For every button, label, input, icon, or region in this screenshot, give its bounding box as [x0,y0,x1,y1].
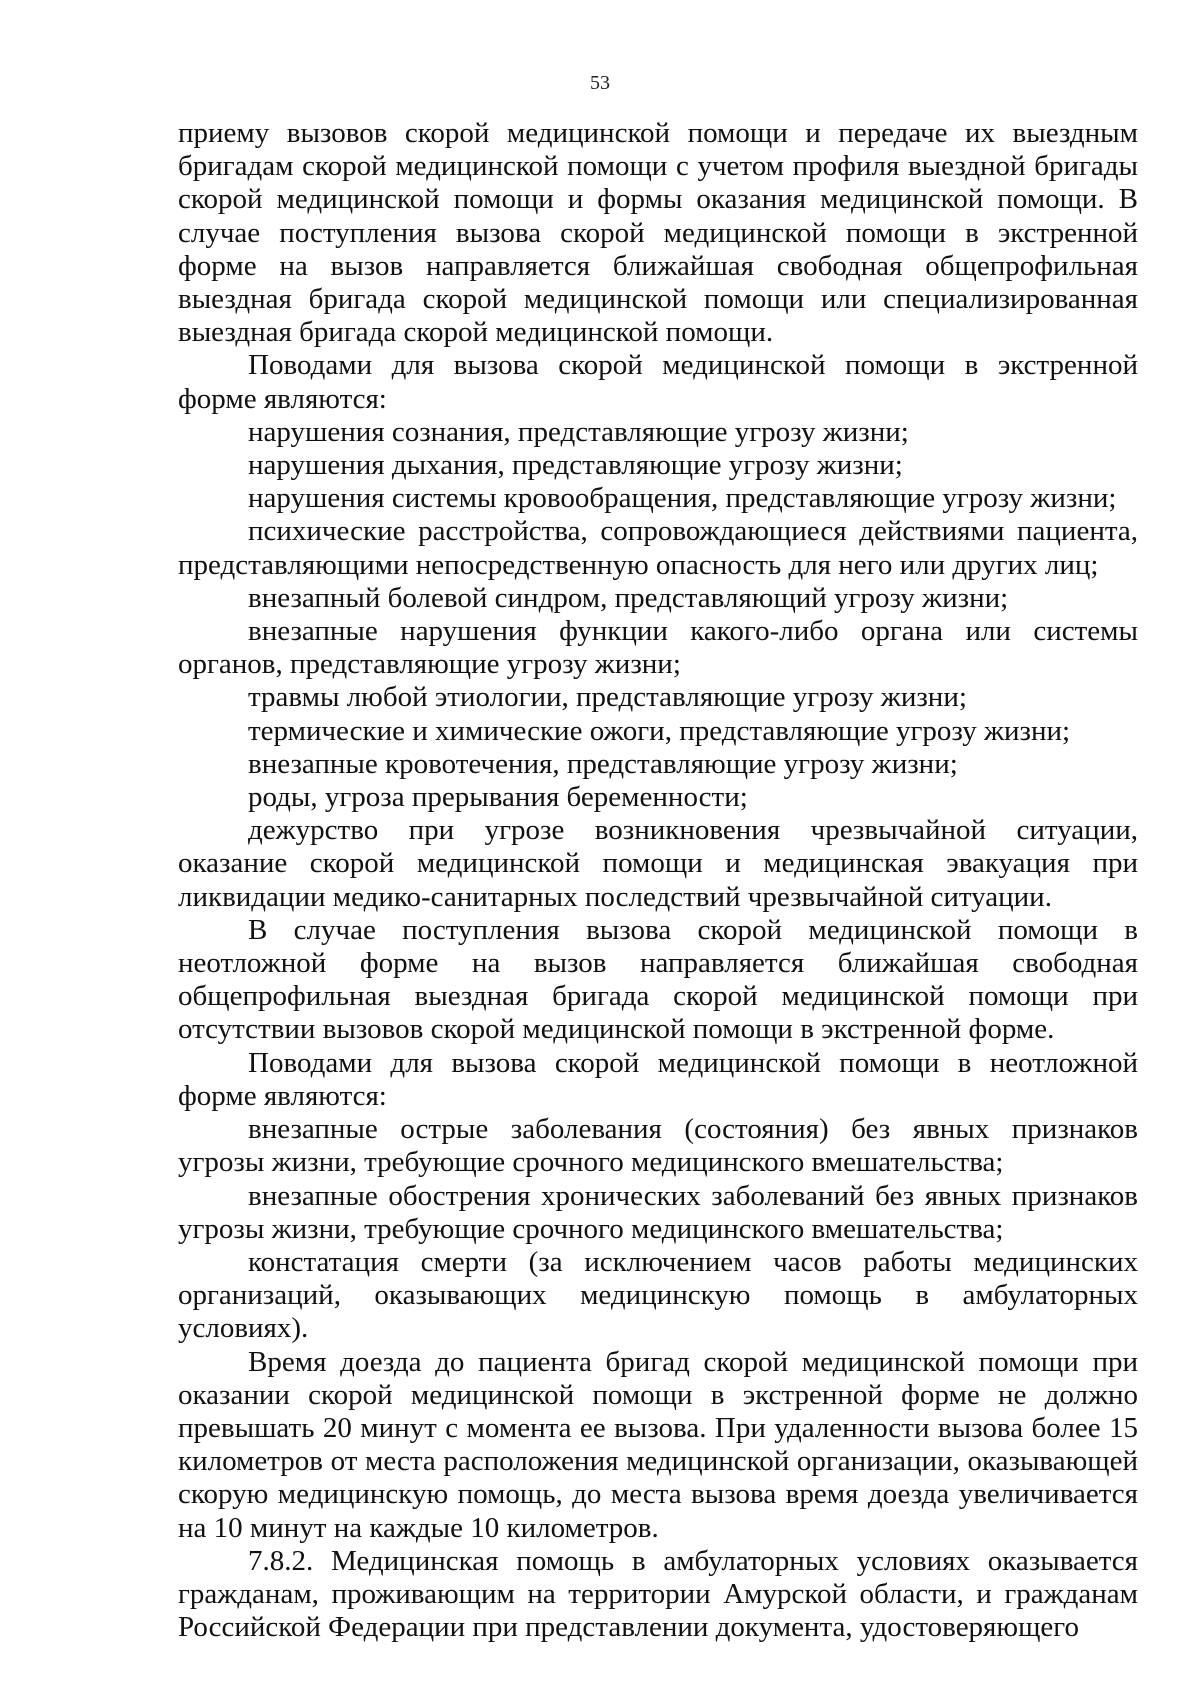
paragraph: нарушения дыхания, представляющие угрозу жизни; [248,449,903,482]
paragraph: травмы любой этиологии, представляющие угрозу жизни; [248,681,967,714]
paragraph: нарушения сознания, представляющие угрозу жизни; [248,415,909,448]
paragraph: психические расстройства, сопровождающиеся действиями пациента, представляющими непосредственную опасность для него или других лиц; [178,515,1138,581]
paragraph: приему вызовов скорой медицинской помощи и передаче их выездным бригадам скорой медицинской помощи с учетом профиля выездной бригады скорой медицинской помощи и формы оказания медицинской помощи. В случае поступления вызова скорой медицинской помощи в экстренной форме на вызов направляется ближайшая свободная общепрофильная выездная бригада скорой медицинской помощи или специализированная выездная бригада скорой медицинской помощи. [178,117,1138,349]
paragraph: констатация смерти (за исключением часов работы медицинских организаций, оказывающих медицинскую помощь в амбулаторных условиях). [178,1245,1138,1345]
paragraph: внезапный болевой синдром, представляющий угрозу жизни; [248,581,1009,614]
paragraph: внезапные кровотечения, представляющие угрозу жизни; [248,747,958,780]
document-body [178,117,1138,1644]
paragraph: роды, угроза прерывания беременности; [248,781,748,814]
page-number: 53 [590,72,610,94]
paragraph: дежурство при угрозе возникновения чрезвычайной ситуации, оказание скорой медицинской помощи и медицинская эвакуация при ликвидации медико-санитарных последствий чрезвычайной ситуации. [178,814,1138,913]
paragraph: 7.8.2. Медицинская помощь в амбулаторных условиях оказывается гражданам, проживающим на территории Амурской области, и гражданам Российской Федерации при представлении документа, удостоверяющего [178,1544,1138,1644]
paragraph: внезапные острые заболевания (состояния) без явных признаков угрозы жизни, требующие срочного медицинского вмешательства; [178,1113,1138,1179]
paragraph: Поводами для вызова скорой медицинской помощи в неотложной форме являются: [178,1046,1138,1112]
paragraph: Время доезда до пациента бригад скорой медицинской помощи при оказании скорой медицинской помощи в экстренной форме не должно превышать 20 минут с момента ее вызова. При удаленности вызова более 15 километров от места расположения медицинской организации, оказывающей скорую медицинскую помощь, до места вызова время доезда увеличивается на 10 минут на каждые 10 километров. [178,1345,1138,1544]
paragraph: В случае поступления вызова скорой медицинской помощи в неотложной форме на вызов направляется ближайшая свободная общепрофильная выездная бригада скорой медицинской помощи при отсутствии вызовов скорой медицинской помощи в экстренной форме. [178,913,1138,1046]
paragraph: термические и химические ожоги, представляющие угрозу жизни; [248,714,1071,747]
paragraph: нарушения системы кровообращения, представляющие угрозу жизни; [248,482,1117,515]
paragraph: внезапные обострения хронических заболеваний без явных признаков угрозы жизни, требующие срочного медицинского вмешательства; [178,1179,1138,1245]
paragraph: внезапные нарушения функции какого-либо органа или системы органов, представляющие угрозу жизни; [178,615,1138,681]
paragraph: Поводами для вызова скорой медицинской помощи в экстренной форме являются: [178,349,1138,415]
